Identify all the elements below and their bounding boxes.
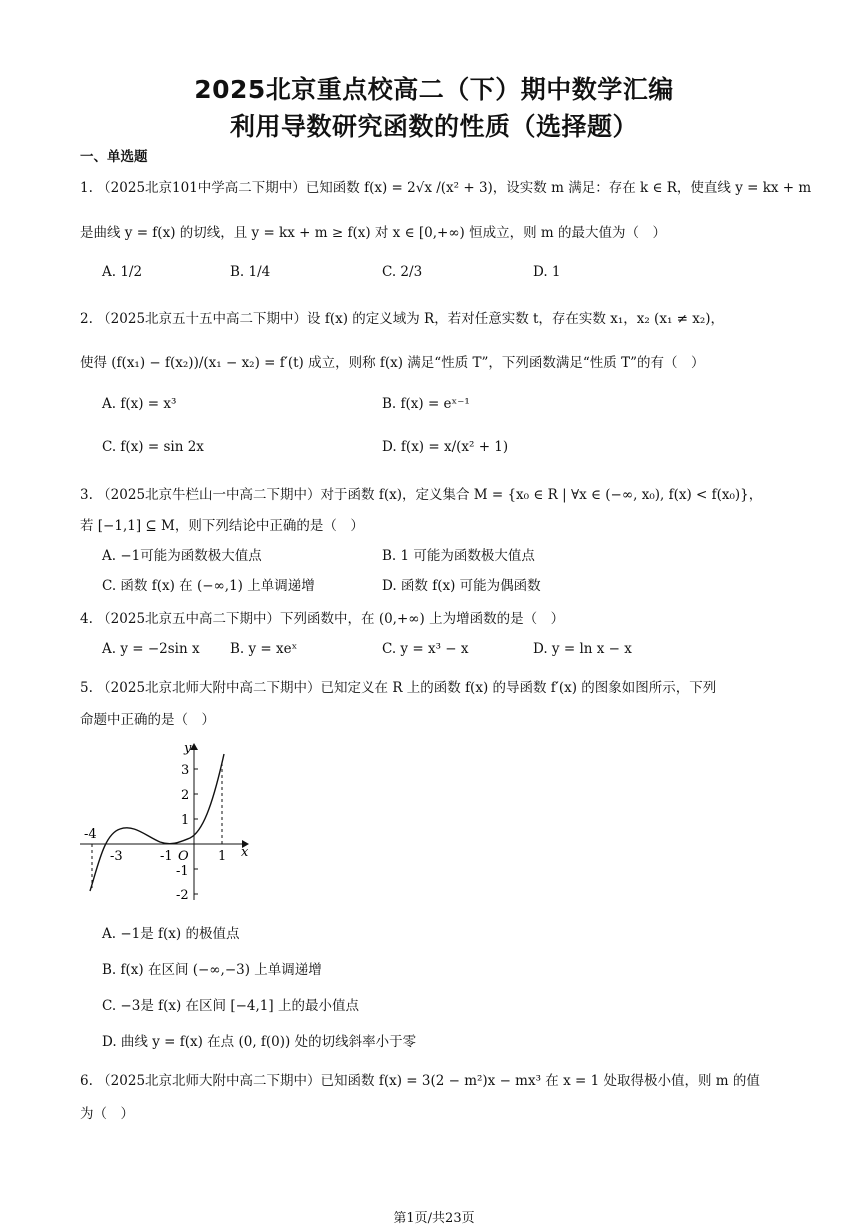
x-axis-label: x	[241, 845, 249, 860]
q2-option-a: A. f(x) = x³	[102, 396, 177, 412]
section-heading: 一、单选题	[80, 149, 148, 165]
q2-option-c: C. f(x) = sin 2x	[102, 439, 204, 455]
q4-option-b: B. y = xeˣ	[230, 641, 298, 657]
q3-option-a: A. −1可能为函数极大值点	[102, 548, 262, 564]
q3-stem-line1: 3. （2025北京牛栏山一中高二下期中）对于函数 f(x)，定义集合 M = {x₀ ∈ R | ∀x ∈ (−∞, x₀), f(x) < f(x₀)}，	[80, 487, 763, 503]
q3-stem-line2: 若 [−1,1] ⊆ M，则下列结论中正确的是（ ）	[80, 518, 364, 534]
y-tick-3: 3	[181, 763, 190, 778]
q2-stem-line1: 2. （2025北京五十五中高二下期中）设 f(x) 的定义域为 R，若对任意实数 t，存在实数 x₁，x₂ (x₁ ≠ x₂)，	[80, 311, 725, 327]
x-tick-minus1: -1	[160, 849, 173, 864]
y-tick-2: 2	[181, 788, 190, 803]
derivative-graph	[76, 738, 256, 908]
x-tick-1: 1	[218, 849, 227, 864]
q5-stem-line2: 命题中正确的是（ ）	[80, 712, 215, 728]
q3-option-c: C. 函数 f(x) 在 (−∞,1) 上单调递增	[102, 578, 315, 594]
q1-stem-line2: 是曲线 y = f(x) 的切线，且 y = kx + m ≥ f(x) 对 x ∈ [0,+∞) 恒成立，则 m 的最大值为（ ）	[80, 225, 667, 241]
x-tick-minus3: -3	[110, 849, 123, 864]
x-tick-minus4: -4	[84, 827, 97, 842]
q4-option-d: D. y = ln x − x	[533, 641, 632, 657]
q6-stem-line2: 为（ ）	[80, 1106, 134, 1122]
page-title: 2025北京重点校高二（下）期中数学汇编	[194, 75, 674, 104]
q1-option-d: D. 1	[533, 264, 561, 280]
y-tick-1: 1	[181, 813, 190, 828]
q4-option-a: A. y = −2sin x	[102, 641, 200, 657]
page-subtitle: 利用导数研究函数的性质（选择题）	[229, 112, 638, 141]
q2-stem-line2: 使得 (f(x₁) − f(x₂))/(x₁ − x₂) = f′(t) 成立，则称 f(x) 满足“性质 T”，下列函数满足“性质 T”的有（ ）	[80, 355, 705, 371]
q3-option-d: D. 函数 f(x) 可能为偶函数	[382, 578, 541, 594]
y-tick-minus1: -1	[176, 864, 189, 879]
q5-option-c: C. −3是 f(x) 在区间 [−4,1] 上的最小值点	[102, 998, 359, 1014]
q4-stem-line1: 4. （2025北京五中高二下期中）下列函数中，在 (0,+∞) 上为增函数的是（ ）	[80, 611, 565, 627]
q1-option-b: B. 1/4	[230, 264, 271, 280]
q1-option-c: C. 2/3	[382, 264, 423, 280]
q2-option-b: B. f(x) = eˣ⁻¹	[382, 396, 470, 412]
q2-option-d: D. f(x) = x/(x² + 1)	[382, 439, 509, 455]
y-axis-label: y	[184, 741, 192, 756]
q4-option-c: C. y = x³ − x	[382, 641, 469, 657]
q5-option-a: A. −1是 f(x) 的极值点	[102, 926, 240, 942]
y-tick-minus2: -2	[176, 888, 189, 903]
origin-label: O	[178, 849, 189, 864]
q5-stem-line1: 5. （2025北京北师大附中高二下期中）已知定义在 R 上的函数 f(x) 的导函数 f′(x) 的图象如图所示，下列	[80, 680, 717, 696]
derivative-curve	[90, 754, 227, 891]
q1-option-a: A. 1/2	[102, 264, 143, 280]
q6-stem-line1: 6. （2025北京北师大附中高二下期中）已知函数 f(x) = 3(2 − m²)x − mx³ 在 x = 1 处取得极小值，则 m 的值	[80, 1073, 760, 1089]
q5-option-d: D. 曲线 y = f(x) 在点 (0, f(0)) 处的切线斜率小于零	[102, 1034, 417, 1050]
q1-stem-line1: 1. （2025北京101中学高二下期中）已知函数 f(x) = 2√x /(x² + 3)，设实数 m 满足：存在 k ∈ R，使直线 y = kx + m	[80, 180, 812, 196]
q3-option-b: B. 1 可能为函数极大值点	[382, 548, 535, 564]
q5-option-b: B. f(x) 在区间 (−∞,−3) 上单调递增	[102, 962, 322, 978]
page-number: 第1页/共23页	[393, 1211, 475, 1226]
